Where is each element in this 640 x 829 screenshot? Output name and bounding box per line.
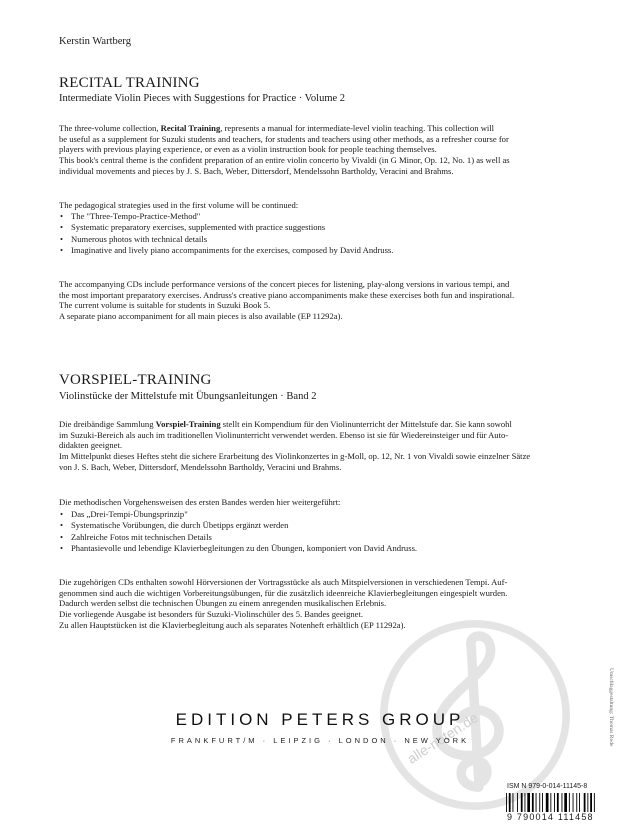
cd-line: genommen sind auch die wichtigen Vorbereitungsübungen, für die zusätzlich ideenreiche Klavierbegleitungen eingespielt wurden. [59, 587, 508, 598]
list-item: • Numerous photos with technical details [59, 234, 579, 245]
german-strategies-list [59, 509, 579, 555]
cd-line: Zu allen Hauptstücken ist die Klavierbegleitung auch als separates Notenheft erhältlich (EP 11292a). [59, 619, 406, 630]
author-name: Kerstin Wartberg [59, 36, 131, 47]
intro-line: Im Mittelpunkt dieses Heftes steht die sichere Erarbeitung des Violinkonzertes in g-Moll, op. 12, Nr. 1 von Vivaldi sowie einzelner Sätze [59, 451, 531, 462]
german-intro-paragraph [59, 419, 579, 473]
publisher-name: EDITION PETERS GROUP [175, 710, 465, 729]
barcode-digits: 9 790014 111458 [505, 812, 626, 822]
english-strategies-list [59, 211, 579, 257]
intro-line: individual movements and pieces by J. S. Bach, Weber, Dittersdorf, Mendelssohn Bartholdy, Veracini and Brahms. [59, 165, 454, 176]
english-intro-paragraph [59, 123, 579, 177]
intro-line: Die dreibändige Sammlung Vorspiel-Training stellt ein Kompendium für den Violinunterricht der Mittelstufe dar. Sie kann sowohl [59, 419, 512, 429]
list-item: • Das „Drei-Tempi-Übungsprinzip" [59, 509, 579, 520]
list-item: • Phantasievolle und lebendige Klavierbegleitungen zu den Übungen, komponiert von David Andruss. [59, 543, 579, 554]
german-strategies-intro: Die methodischen Vorgehensweisen des ersten Bandes werden hier weitergeführt: [59, 497, 341, 507]
intro-line: players with previous playing experience, or even as a violin instruction book for people teaching themselves. [59, 144, 437, 155]
cd-line: Die vorliegende Ausgabe ist besonders für Suzuki-Violinschüler des 5. Bandes geeignet. [59, 609, 364, 620]
list-item: • Systematische Vorübungen, die durch Übetipps ergänzt werden [59, 520, 579, 531]
list-item: • The "Three-Tempo-Practice-Method" [59, 211, 579, 222]
cd-line: The accompanying CDs include performance versions of the concert pieces for listening, play-along versions in various tempi, and [59, 279, 510, 289]
english-cd-paragraph [59, 279, 579, 322]
list-item: • Imaginative and lively piano accompaniments for the exercises, composed by David Andruss. [59, 245, 579, 256]
english-title: RECITAL TRAINING [59, 75, 200, 91]
english-strategies-intro: The pedagogical strategies used in the first volume will be continued: [59, 200, 299, 210]
publisher-cities: FRANKFURT/M · LEIPZIG · LONDON · NEW YORK [170, 736, 470, 745]
list-item: • Systematic preparatory exercises, supplemented with practice suggestions [59, 222, 579, 233]
intro-line: von J. S. Bach, Weber, Dittersdorf, Mendelssohn Bartholdy, Veracini und Brahms. [59, 461, 342, 472]
cd-line: Die zugehörigen CDs enthalten sowohl Hörversionen der Vortragsstücke als auch Mitspielversionen in verschiedenen Tempi. Auf- [59, 577, 508, 587]
intro-line: im Suzuki-Bereich als auch im traditionellen Violinunterricht verwendet werden. Ebenso ist sie für Wiedereinsteiger und für Auto- [59, 429, 509, 440]
ismn-number: ISM N 979-0-014-11145-8 [507, 783, 588, 790]
watermark-text: alle-noten.de [404, 709, 481, 767]
cd-line: Dadurch werden selbst die technischen Übungen zu einem anregenden musikalischen Erlebnis. [59, 598, 387, 609]
intro-line: didakten geeignet. [59, 440, 122, 451]
german-subtitle: Violinstücke der Mittelstufe mit Übungsanleitungen · Band 2 [59, 391, 317, 402]
cd-line: The current volume is suitable for students in Suzuki Book 5. [59, 300, 271, 311]
intro-line: be useful as a supplement for Suzuki students and teachers, for students and teachers using other methods, as a refresher course for [59, 133, 509, 144]
list-item: • Zahlreiche Fotos mit technischen Details [59, 532, 579, 543]
intro-line: This book's central theme is the confident preparation of an entire violin concerto by Vivaldi (in G Minor, Op. 12, No. 1) as well as [59, 155, 510, 166]
cd-line: the most important preparatory exercises. Andruss's creative piano accompaniments make these exercises both fun and inspirational. [59, 289, 515, 300]
german-title: VORSPIEL-TRAINING [59, 372, 212, 388]
intro-line: The three-volume collection, Recital Training, represents a manual for intermediate-level violin teaching. This collection will [59, 123, 495, 133]
english-subtitle: Intermediate Violin Pieces with Suggestions for Practice · Volume 2 [59, 93, 346, 104]
cover-design-credit: Umschlaggestaltung: Thomas Rode [608, 668, 614, 747]
book-title-bold: Vorspiel-Training [155, 419, 221, 429]
book-title-bold: Recital Training [160, 123, 221, 133]
cd-line: A separate piano accompaniment for all main pieces is also available (EP 11292a). [59, 311, 343, 322]
